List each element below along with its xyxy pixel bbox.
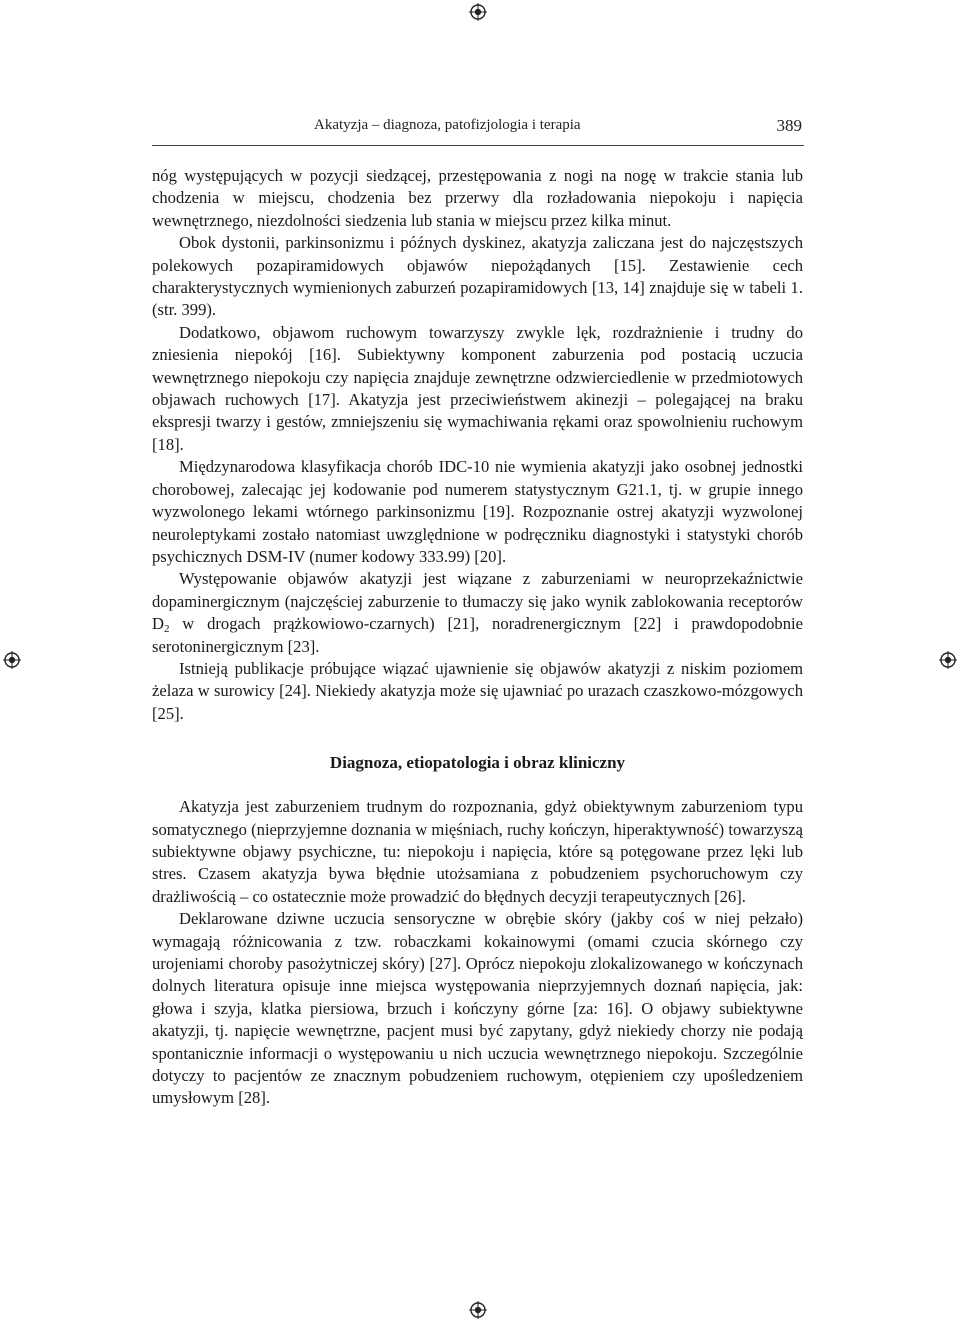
paragraph: Dodatkowo, objawom ruchowym towarzyszy zwykle lęk, rozdrażnienie i trudny do zniesienia niepokój [16]. Subiektywny komponent zaburzenia pod postacią uczucia wewnętrznego niepokoju czy napięcia znajduje zewnętrzne odzwierciedlenie w przedmiotowych objawach ruchowych [17]. Akatyzja jest przeciwieństwem akinezji – polegającej na braku ekspresji twarzy i gestów, zmniejszeniu się wymachiwania rękami oraz spowolnieniu ruchowym [18].	[152, 322, 803, 454]
paragraph-dopamine	[152, 568, 803, 658]
paragraph-text: Występowanie objawów akatyzji jest wiązane z zaburzeniami w neuroprzekaźnictwie dopaminergicznym (najczęściej zaburzenie to tłumaczy się jako wynik zablokowania receptorów D	[152, 569, 803, 634]
paragraph: Międzynarodowa klasyfikacja chorób IDC-10 nie wymienia akatyzji jako osobnej jednostki chorobowej, zalecając jej kodowanie pod numerem statystycznym G21.1, tj. w grupie innego wyzwolonego lekami wtórnego parkinsonizmu [19]. Rozpoznanie ostrej akatyzji wyzwolonej neuroleptykami zostało natomiast uwzględnione w podręczniku diagnostyki i statystyki chorób psychicznych DSM-IV (numer kodowy 333.99) [20].	[152, 457, 803, 566]
page-number: 389	[776, 116, 802, 135]
paragraph-text: w drogach prążkowiowo-czarnych) [21], noradrenergicznym [22] i prawdopodobnie serotoninergicznym [23].	[152, 614, 803, 656]
paragraph: Obok dystonii, parkinsonizmu i późnych dyskinez, akatyzja zaliczana jest do najczęstszych polekowych pozapiramidowych objawów niepożądanych [15]. Zestawienie cech charakterystycznych wymienionych zaburzeń pozapiramidowych [13, 14] znajduje się w tabeli 1. (str. 399).	[152, 233, 803, 320]
crosshair-circle-icon	[3, 651, 21, 669]
crosshair-circle-icon	[939, 651, 957, 669]
crosshair-circle-icon	[469, 1301, 487, 1319]
running-title: Akatyzja – diagnoza, patofizjologia i terapia	[314, 117, 581, 133]
subscript: 2	[163, 623, 170, 636]
running-header	[152, 116, 804, 146]
paragraph: Deklarowane dziwne uczucia sensoryczne w obrębie skóry (jakby coś w niej pełzało) wymagają różnicowania z tzw. robaczkami kokainowymi (omami czucia skórnego czy urojeniami choroby pasożytniczej skóry) [27]. Oprócz niepokoju zlokalizowanego w kończynach dolnych literatura opisuje inne miejsca występowania nieprzyjemnych doznań napięcia, jak: głowa i szyja, klatka piersiowa, brzuch i kończyny górne [za: 16]. O objawy subiektywne akatyzji, tj. napięcie wewnętrzne, pacjent musi być zapytany, gdyż niekiedy chorzy nie podają spontanicznie informacji o występowaniu u nich uczucia wewnętrznego niepokoju. Szczególnie dotyczy to pacjentów ze znacznym pobudzeniem ruchowym, otępieniem czy upośledzeniem umysłowym [28].	[152, 909, 803, 1108]
paragraph: Akatyzja jest zaburzeniem trudnym do rozpoznania, gdyż obiektywnym zaburzeniom typu somatycznego (nieprzyjemne doznania w mięśniach, ruchy kończyn, hiperaktywność) towarzyszą subiektywne objawy psychiczne, tu: niepokoju i napięcia, które są potęgowane przez lęki lub stres. Czasem akatyzja bywa błędnie utożsamiana z pobudzeniem psychoruchowym czy drażliwością – co ostatecznie może prowadzić do błędnych decyzji terapeutycznych [26].	[152, 797, 803, 906]
body-text	[152, 165, 803, 1110]
crosshair-circle-icon	[469, 3, 487, 21]
paragraph: Istnieją publikacje próbujące wiązać ujawnienie się objawów akatyzji z niskim poziomem żelaza w surowicy [24]. Niekiedy akatyzja może się ujawniać po urazach czaszkowo-mózgowych [25].	[152, 658, 803, 723]
section-heading: Diagnoza, etiopatologia i obraz kliniczny	[329, 753, 626, 773]
paragraph: nóg występujących w pozycji siedzącej, przestępowania z nogi na nogę w trakcie stania lub chodzenia w miejscu, chodzenia bez przerwy dla rozładowania niepokoju i napięcia wewnętrznego, niezdolności siedzenia lub stania w miejscu przez kilka minut.	[152, 166, 803, 230]
